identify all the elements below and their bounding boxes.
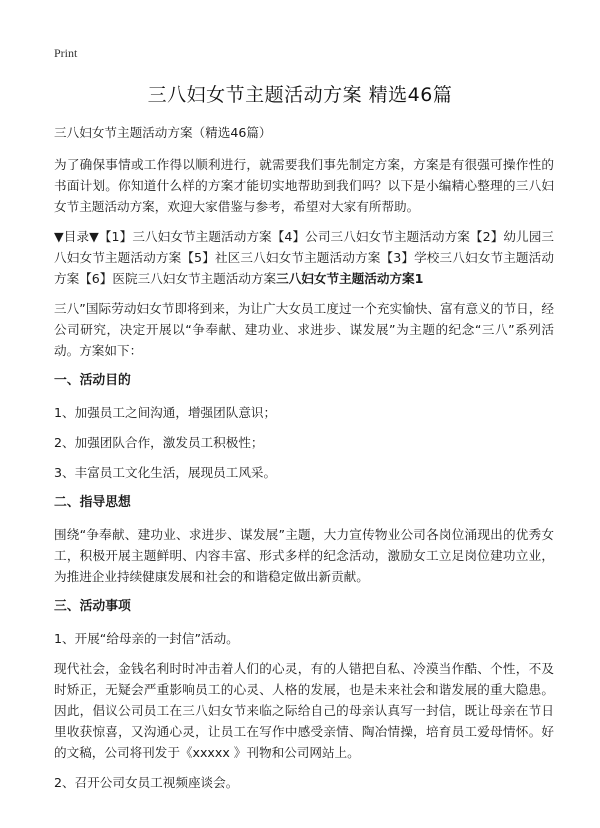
list-item: 2、召开公司女员工视频座谈会。 <box>54 775 239 790</box>
section-heading-activities: 三、活动事项 <box>54 599 131 614</box>
guiding-thought-paragraph: 围绕“争奉献、建功业、求进步、谋发展”主题，大力宣传物业公司各岗位涌现出的优秀女工，积极开展主题鲜明、内容丰富、形式多样的纪念活动，激励女工立足岗位建功立业，为推进企业持续健康发展和社会的和谐稳定做出新贡献。 <box>54 527 554 584</box>
intro-paragraph: 为了确保事情或工作得以顺利进行，就需要我们事先制定方案，方案是有很强可操作性的书面计划。你知道什么样的方案才能切实地帮助到我们吗？以下是小编精心整理的三八妇女节主题活动方案，欢迎大家借鉴与参考，希望对大家有所帮助。 <box>54 157 554 214</box>
list-item: 2、加强团队合作，激发员工积极性； <box>54 435 264 450</box>
section-heading-guiding-thought: 二、指导思想 <box>54 495 131 510</box>
page-title: 三八妇女节主题活动方案 精选46篇 <box>147 84 453 106</box>
toc-links[interactable]: ▼目录▼【1】三八妇女节主题活动方案【4】公司三八妇女节主题活动方案【2】幼儿园三八妇女节主题活动方案【5】社区三八妇女节主题活动方案【3】学校三八妇女节主题活动方案【6】医院三八妇女节主题活动方案 <box>54 229 554 286</box>
document-subtitle: 三八妇女节主题活动方案（精选46篇） <box>54 125 272 140</box>
document-body <box>54 122 554 802</box>
table-of-contents <box>54 226 554 289</box>
activity-paragraph: 现代社会，金钱名利时时冲击着人们的心灵，有的人错把自私、冷漠当作酷、个性，不及时矫正，无疑会严重影响员工的心灵、人格的发展，也是未来社会和谐发展的重大隐患。因此，倡议公司员工在三八妇女节来临之际给自己的母亲认真写一封信，既让母亲在节日里收获惊喜，又沟通心灵，让员工在写作中感受亲情、陶冶情操，培育员工爱母情怀。好的文稿，公司将刊发于《xxxxx 》刊物和公司网站上。 <box>54 661 554 760</box>
print-label: Print <box>54 46 78 60</box>
opening-paragraph: 三八”国际劳动妇女节即将到来，为让广大女员工度过一个充实愉快、富有意义的节日，经公司研究，决定开展以“争奉献、建功业、求进步、谋发展”为主题的纪念“三八”系列活动。方案如下： <box>54 301 554 358</box>
toc-current-heading: 三八妇女节主题活动方案1 <box>276 271 424 286</box>
section-heading-purpose: 一、活动目的 <box>54 373 131 388</box>
list-item: 1、开展“给母亲的一封信”活动。 <box>54 631 239 646</box>
list-item: 3、丰富员工文化生活，展现员工风采。 <box>54 465 277 480</box>
list-item: 1、加强员工之间沟通，增强团队意识； <box>54 405 277 420</box>
